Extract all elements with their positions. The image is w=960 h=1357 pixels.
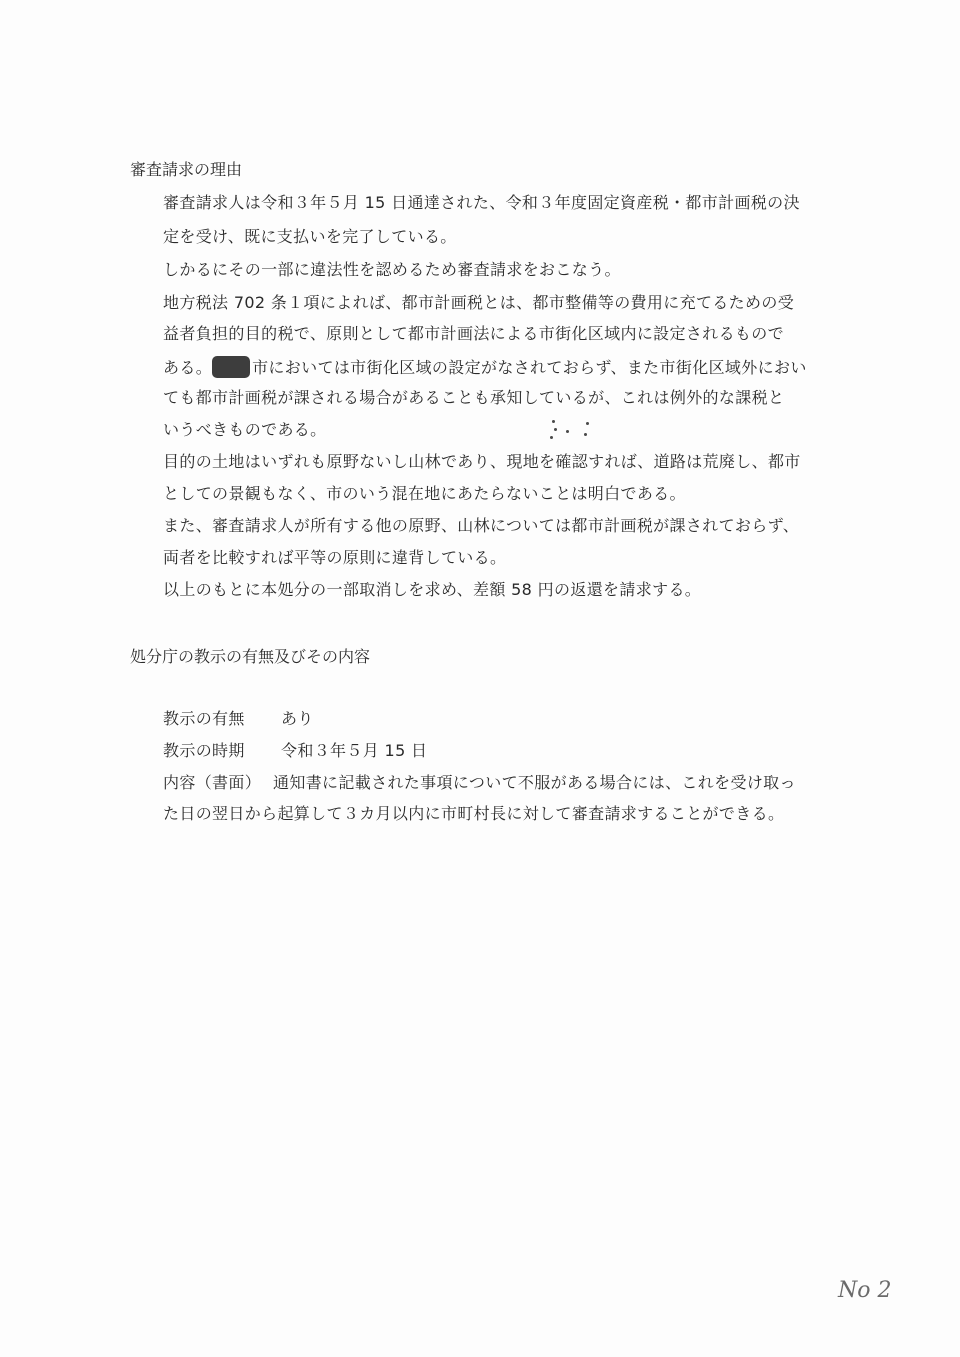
reason-line-6	[163, 356, 807, 378]
reason-line-8: いうべきものである。	[163, 420, 327, 439]
instruction-content-text-2: た日の翌日から起算して３カ月以内に市町村長に対して審査請求することができる。	[163, 804, 785, 823]
page-number: No 2	[838, 1278, 892, 1303]
reason-line-1: 審査請求人は令和３年５月 15 日通達された、令和３年度固定資産税・都市計画税の決	[163, 193, 800, 212]
instruction-timing-value: 令和３年５月 15 日	[281, 741, 428, 760]
reason-line-6-rest: 市においては市街化区域の設定がなされておらず、また市街化区域外におい	[252, 358, 807, 377]
instruction-content-text-1: 通知書に記載された事項について不服がある場合には、これを受け取っ	[273, 773, 796, 792]
reason-line-11: また、審査請求人が所有する他の原野、山林については都市計画税が課されておらず、	[163, 516, 800, 535]
section-heading-reason: 審査請求の理由	[130, 160, 243, 179]
redaction-mark	[212, 356, 250, 378]
reason-line-9: 目的の土地はいずれも原野ないし山林であり、現地を確認すれば、道路は荒廃し、都市	[163, 452, 801, 471]
instruction-content-row	[163, 773, 796, 793]
instruction-timing-row	[163, 741, 427, 761]
instruction-timing-label: 教示の時期	[163, 741, 245, 760]
section-heading-instruction: 処分庁の教示の有無及びその内容	[130, 647, 371, 666]
reason-line-3: しかるにその一部に違法性を認めるため審査請求をおこなう。	[163, 260, 621, 279]
reason-line-5: 益者負担的目的税で、原則として都市計画法による市街化区域内に設定されるもので	[163, 324, 784, 343]
instruction-presence-value: あり	[281, 709, 314, 728]
reason-line-12: 両者を比較すれば平等の原則に違背している。	[163, 548, 507, 567]
reason-line-4: 地方税法 702 条１項によれば、都市計画税とは、都市整備等の費用に充てるための受	[163, 293, 795, 312]
reason-line-2: 定を受け、既に支払いを完了している。	[163, 227, 457, 246]
instruction-presence-label: 教示の有無	[163, 709, 245, 728]
instruction-presence-row	[163, 709, 314, 729]
reason-line-13: 以上のもとに本処分の一部取消しを求め、差額 58 円の返還を請求する。	[163, 580, 702, 599]
reason-line-6-lead: ある。	[163, 358, 213, 377]
reason-line-10: としての景観もなく、市のいう混在地にあたらないことは明白である。	[163, 484, 686, 503]
instruction-content-label: 内容（書面）	[163, 773, 262, 792]
reason-line-7: ても都市計画税が課される場合があることも承知しているが、これは例外的な課税と	[163, 388, 785, 407]
